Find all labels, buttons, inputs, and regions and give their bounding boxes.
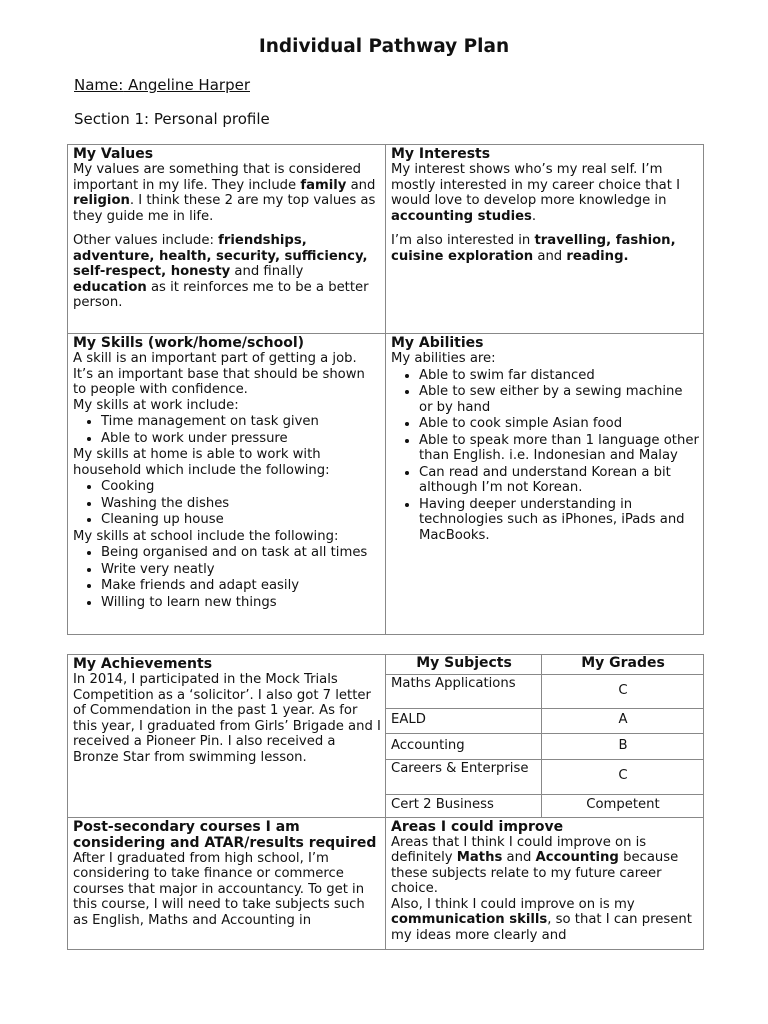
improve-heading: Areas I could improve <box>391 818 564 835</box>
grade-cell: B <box>542 733 704 759</box>
interests-paragraph-2: I’m also interested in travelling, fashion, cuisine exploration and reading. <box>391 233 676 264</box>
name-value: Angeline Harper <box>123 76 250 94</box>
postsecondary-heading: Post-secondary courses I am considering and ATAR/results required <box>73 818 377 851</box>
list-item: • Make friends and adapt easily <box>101 578 381 594</box>
abilities-intro: My abilities are: <box>391 351 496 366</box>
section-heading: Section 1: Personal profile <box>74 110 270 128</box>
achievements-heading: My Achievements <box>73 656 213 672</box>
values-cell <box>68 145 386 334</box>
interests-cell <box>386 145 704 334</box>
improve-paragraph-1: Areas that I think I could improve on is definitely Maths and Accounting because these subjects relate to my future career choice. <box>391 834 679 896</box>
improve-cell <box>386 817 704 949</box>
skills-intro: A skill is an important part of getting a job. It’s an important base that should be shown to people with confidence. <box>73 351 365 397</box>
grade-cell: A <box>542 708 704 733</box>
abilities-heading: My Abilities <box>391 335 484 351</box>
list-item: • Able to work under pressure <box>101 431 381 447</box>
list-item: • Can read and understand Korean a bit although I’m not Korean. <box>419 465 699 496</box>
skills-work-label: My skills at work include: <box>73 397 239 413</box>
values-paragraph-2: Other values include: friendships, adventure, health, security, sufficiency, self-respect, honesty and finally education as it reinforces me to be a better person. <box>73 233 369 310</box>
subject-cell: Maths Applications <box>386 674 542 708</box>
improve-paragraph-2: Also, I think I could improve on is my communication skills, so that I can present my ideas more clearly and <box>391 896 692 943</box>
interests-paragraph-1: My interest shows who’s my real self. I’m mostly interested in my career choice that I would love to develop more knowledge in accounting studies. <box>391 162 681 224</box>
list-item: • Cooking <box>101 479 381 495</box>
grade-cell: Competent <box>542 794 704 817</box>
list-item: • Able to sew either by a sewing machine or by hand <box>419 384 699 415</box>
list-item: • Being organised and on task at all times <box>101 545 381 561</box>
subjects-column-header: My Subjects <box>386 655 542 675</box>
achievements-subjects-table <box>67 654 704 950</box>
grade-cell: C <box>542 674 704 708</box>
list-item: • Write very neatly <box>101 562 381 578</box>
list-item: • Time management on task given <box>101 414 381 430</box>
grades-column-header: My Grades <box>542 655 704 675</box>
postsecondary-cell <box>68 817 386 949</box>
achievements-text: In 2014, I participated in the Mock Trials Competition as a ‘solicitor’. I also got 7 letter of Commendation in the past 1 year. As for this year, I graduated from Girls’ Brigade and I received a Pioneer Pin. I also received a Bronze Star from swimming lesson. <box>73 672 381 765</box>
list-item: • Able to swim far distanced <box>419 368 699 384</box>
values-paragraph-1: My values are something that is considered important in my life. They include family and religion. I think these 2 are my top values as they guide me in life. <box>73 162 376 224</box>
skills-heading: My Skills (work/home/school) <box>73 335 305 351</box>
list-item: • Having deeper understanding in technologies such as iPhones, iPads and MacBooks. <box>419 497 699 544</box>
skills-school-label: My skills at school include the following: <box>73 528 339 544</box>
values-heading: My Values <box>73 146 154 162</box>
skills-work-list <box>73 414 381 446</box>
subject-cell: Accounting <box>386 733 542 759</box>
personal-profile-table <box>67 144 704 635</box>
subject-cell: Careers & Enterprise <box>386 759 542 794</box>
abilities-cell <box>386 334 704 635</box>
list-item: • Cleaning up house <box>101 512 381 528</box>
grade-cell: C <box>542 759 704 794</box>
name-label: Name: <box>74 76 124 94</box>
skills-home-list <box>73 479 381 528</box>
name-line <box>74 76 250 94</box>
skills-cell <box>68 334 386 635</box>
subject-cell: Cert 2 Business <box>386 794 542 817</box>
list-item: • Washing the dishes <box>101 496 381 512</box>
list-item: • Willing to learn new things <box>101 595 381 611</box>
list-item: • Able to cook simple Asian food <box>419 416 699 432</box>
abilities-list <box>391 368 699 544</box>
skills-school-list <box>73 545 381 610</box>
subject-cell: EALD <box>386 708 542 733</box>
interests-heading: My Interests <box>391 146 491 162</box>
achievements-cell <box>68 655 386 818</box>
skills-home-label: My skills at home is able to work with household which include the following: <box>73 447 330 478</box>
list-item: • Able to speak more than 1 language other than English. i.e. Indonesian and Malay <box>419 433 699 464</box>
postsecondary-text: After I graduated from high school, I’m considering to take finance or commerce courses that major in accountancy. To get in this course, I will need to take subjects such as English, Maths and Accounting in <box>73 850 365 928</box>
document-title: Individual Pathway Plan <box>258 36 510 57</box>
